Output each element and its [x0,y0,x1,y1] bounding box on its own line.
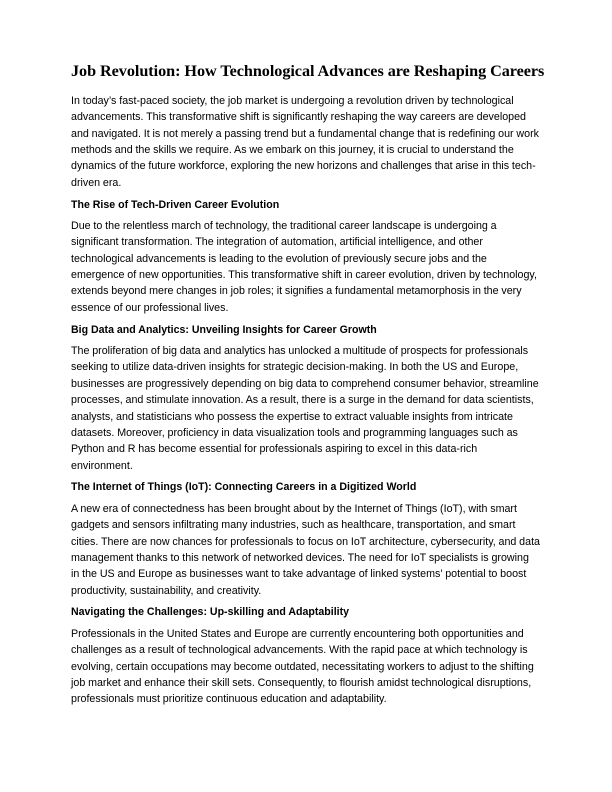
paragraph-internet-of-things: A new era of connectedness has been brought about by the Internet of Things (IoT), with smart gadgets and sensors infiltrating many industries, such as healthcare, transportation, and smart cities. There are now chances for professionals to focus on IoT architecture, cybersecurity, and data management thanks to this network of networked devices. The need for IoT specialists is growing in the US and Europe as businesses want to take advantage of linked systems' potential to boost productivity, sustainability, and creativity. [71,502,540,597]
document-body [71,93,540,708]
paragraph-intro: In today’s fast-paced society, the job market is undergoing a revolution driven by technological advancements. This transformative shift is significantly reshaping the way careers are developed and navigated. It is not merely a passing trend but a fundamental change that is redefining our work methods and the skills we require. As we embark on this journey, it is crucial to understand the dynamics of the future workforce, exploring the new horizons and challenges that arise in this tech-driven era. [71,95,539,189]
section-heading-big-data-and-analytics: Big Data and Analytics: Unveiling Insights for Career Growth [71,323,377,336]
paragraph-tech-driven-career-evolution: Due to the relentless march of technology, the traditional career landscape is undergoing a significant transformation. The integration of automation, artificial intelligence, and other technological advancements is leading to the evolution of previously secure jobs and the emergence of new opportunities. This transformative shift in career evolution, driven by technology, extends beyond mere changes in job roles; it signifies a fundamental metamorphosis in the very essence of our professional lives. [71,220,537,314]
section-heading-internet-of-things: The Internet of Things (IoT): Connecting Careers in a Digitized World [71,481,417,494]
paragraph-big-data-and-analytics: The proliferation of big data and analytics has unlocked a multitude of prospects for professionals seeking to utilize data-driven insights for strategic decision-making. In both the US and Europe, businesses are progressively depending on big data to comprehend consumer behavior, streamline processes, and stimulate innovation. As a result, there is a surge in the demand for data scientists, analysts, and statisticians who possess the expertise to extract valuable insights from intricate datasets. Moreover, proficiency in data visualization tools and programming languages such as Python and R has become essential for professionals aspiring to excel in this data-rich environment. [71,345,539,472]
paragraph-navigating-the-challenges: Professionals in the United States and Europe are currently encountering both opportunities and challenges as a result of technological advancements. With the rapid pace at which technology is evolving, certain occupations may become outdated, necessitating workers to adjust to the shifting job market and enhance their skill sets. Consequently, to flourish amidst technological disruptions, professionals must prioritize continuous education and adaptability. [71,627,534,706]
page-title: Job Revolution: How Technological Advances are Reshaping Careers [71,62,545,80]
section-heading-tech-driven-career-evolution: The Rise of Tech-Driven Career Evolution [71,198,280,211]
section-heading-navigating-the-challenges: Navigating the Challenges: Up-skilling and Adaptability [71,606,350,619]
